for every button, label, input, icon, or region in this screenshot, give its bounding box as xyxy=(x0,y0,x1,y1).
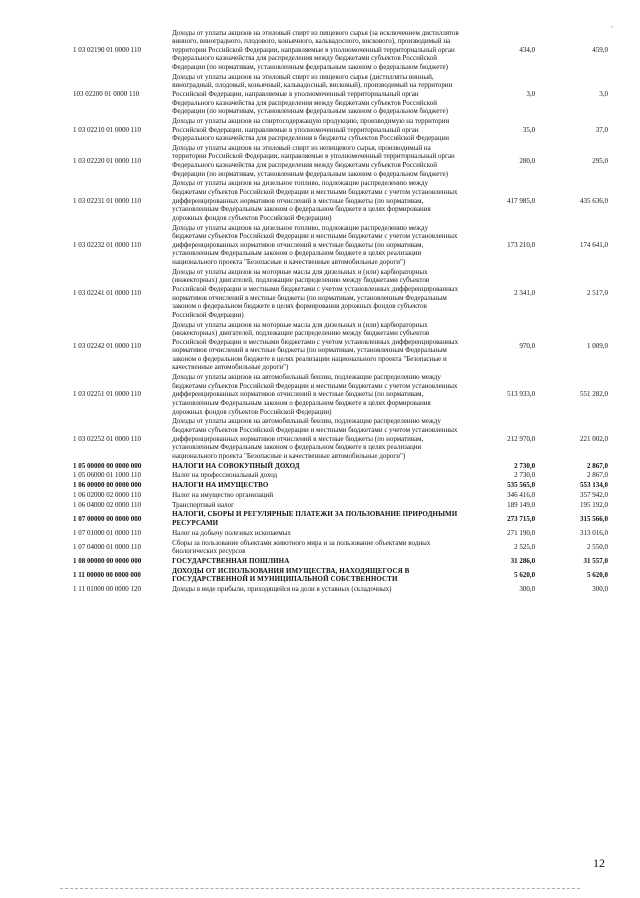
value-year1-cell: 970,0 xyxy=(519,341,536,350)
revenue-name-cell: ГОСУДАРСТВЕННАЯ ПОШЛИНА xyxy=(172,557,290,565)
table-row xyxy=(72,373,609,417)
table-row xyxy=(72,179,609,223)
revenue-name-cell: Доходы от уплаты акцизов на дизельное топливо, подлежащие распределению между бюджетами субъектов Российской Федерации и местными бюджетами с учетом установленных дифференцированных нормативов отчислений в местные бюджеты (по нормативам, установленным Федеральным законом о федеральном бюджете в целях реализации национального проекта "Безопасные и качественные автомобильные дороги") xyxy=(172,223,458,266)
table-row xyxy=(72,471,609,481)
value-year2-cell: 221 002,0 xyxy=(580,434,608,443)
value-year2-cell: 295,0 xyxy=(592,156,608,165)
value-year2-cell: 37,0 xyxy=(595,125,608,134)
value-year1-cell: 35,0 xyxy=(522,125,536,134)
budget-code-cell: 1 03 02251 01 0000 110 xyxy=(73,390,141,399)
value-year1-cell: 280,0 xyxy=(519,156,536,165)
value-year2-cell: 357 942,0 xyxy=(580,490,608,499)
budget-code-cell: 1 07 01000 01 0000 110 xyxy=(73,528,141,537)
value-year2-cell: 459,0 xyxy=(592,45,608,54)
revenue-name-cell: Доходы от уплаты акцизов на дизельное топливо, подлежащие распределению между бюджетами субъектов Российской Федерации и местными бюджетами с учетом установленных дифференцированных нормативов отчислений в местные бюджеты (по нормативам, установленным Федеральным законом о федеральном бюджете в целях формирования дорожных фондов субъектов Российской Федерации) xyxy=(172,179,458,222)
revenue-name-cell: Транспортный налог xyxy=(172,500,234,509)
table-row xyxy=(72,116,609,143)
value-year2-cell: 2 517,0 xyxy=(587,289,608,298)
budget-code-cell: 1 03 02252 01 0000 110 xyxy=(73,434,141,443)
budget-code-cell: 1 03 02232 01 0000 110 xyxy=(73,240,141,249)
value-year1-cell: 2 341,0 xyxy=(514,289,536,298)
budget-code-cell: 1 06 02000 02 0000 110 xyxy=(73,490,141,499)
value-year1-cell: 2 525,0 xyxy=(514,542,536,551)
table-row xyxy=(72,556,609,566)
budget-code-cell: 1 05 00000 00 0000 000 xyxy=(73,461,142,470)
table-row xyxy=(72,528,609,538)
value-year2-cell: 31 557,0 xyxy=(583,557,608,565)
table-row xyxy=(72,510,609,528)
value-year2-cell: 3,0 xyxy=(599,89,608,98)
budget-code-cell: 1 06 00000 00 0000 000 xyxy=(73,481,142,490)
value-year2-cell: 551 282,0 xyxy=(580,390,608,399)
value-year1-cell: 212 970,0 xyxy=(507,434,536,443)
value-year2-cell: 300,0 xyxy=(592,585,608,594)
budget-code-cell: 1 11 01000 00 0000 120 xyxy=(73,585,141,594)
budget-code-cell: 1 08 00000 00 0000 000 xyxy=(73,557,142,565)
revenue-name-cell: Доходы в виде прибыли, приходящейся на доли в уставных (складочных) xyxy=(172,585,392,594)
value-year1-cell: 273 715,0 xyxy=(507,514,536,523)
value-year2-cell: 313 016,0 xyxy=(580,528,608,537)
table-row xyxy=(72,461,609,471)
budget-code-cell: 1 03 02241 01 0000 110 xyxy=(73,289,141,298)
value-year1-cell: 3,0 xyxy=(526,89,536,98)
revenue-name-cell: НАЛОГИ НА ИМУЩЕСТВО xyxy=(172,481,269,490)
budget-code-cell: 1 03 02210 01 0000 110 xyxy=(73,125,141,134)
value-year1-cell: 5 620,0 xyxy=(514,571,536,580)
revenue-name-cell: Налог на имущество организаций xyxy=(172,490,274,499)
value-year2-cell: 553 134,0 xyxy=(580,481,608,490)
value-year2-cell: 2 867,0 xyxy=(587,471,608,480)
value-year1-cell: 31 286,0 xyxy=(510,557,536,565)
table-row xyxy=(72,500,609,510)
table-row xyxy=(72,490,609,500)
value-year1-cell: 189 149,0 xyxy=(507,500,536,509)
table-row xyxy=(72,28,609,72)
budget-code-cell: 1 03 02242 01 0000 110 xyxy=(73,341,141,350)
revenue-table xyxy=(72,28,609,594)
revenue-name-cell: ДОХОДЫ ОТ ИСПОЛЬЗОВАНИЯ ИМУЩЕСТВА, НАХОДЯЩЕГОСЯ В ГОСУДАРСТВЕННОЙ И МУНИЦИПАЛЬНОЙ СОБСТВЕННОСТИ xyxy=(172,566,410,584)
table-row xyxy=(72,143,609,179)
value-year2-cell: 2 867,0 xyxy=(587,461,608,470)
value-year2-cell: 2 550,0 xyxy=(587,542,608,551)
value-year2-cell: 315 566,0 xyxy=(580,514,608,523)
value-year1-cell: 434,0 xyxy=(519,45,536,54)
revenue-name-cell: Доходы от уплаты акцизов на этиловый спирт из пищевого сырья (дистилляты винный, виноградный, плодовый, коньячный, кальвадосный, висковый), производимый на территории Российской Федерации, направляемые в уполномоченный территориальный орган Федерального казначейства для распределения между бюджетами субъектов Российской Федерации (по нормативам, установленным федеральным законом о федеральном бюджете) xyxy=(172,72,453,116)
page-number: 12 xyxy=(593,856,605,870)
revenue-name-cell: Доходы от уплаты акцизов на спиртосодержащую продукцию, производимую на территории Российской Федерации, направляемые в уполномоченный территориальный орган Федерального казначейства для распределения в бюджеты субъектов Российской Федерации xyxy=(172,116,450,143)
value-year2-cell: 195 192,0 xyxy=(580,500,608,509)
budget-code-cell: 1 07 04000 01 0000 110 xyxy=(73,542,141,551)
scan-mark: • xyxy=(611,25,614,31)
value-year1-cell: 417 985,0 xyxy=(507,196,536,205)
revenue-name-cell: Доходы от уплаты акцизов на этиловый спирт из пищевого сырья (за исключением дистиллятов винного, виноградного, плодового, коньячного, кальвадосного, вискового), производимый на территории Российской Федерации, направляемые в уполномоченный территориальный орган Федерального казначейства для распределения между бюджетами субъектов Российской Федерации (по нормативам, установленным федеральным законом о федеральном бюджете) xyxy=(172,28,459,71)
value-year2-cell: 1 009,0 xyxy=(587,341,608,350)
table-row xyxy=(72,481,609,491)
revenue-name-cell: Доходы от уплаты акцизов на автомобильный бензин, подлежащие распределению между бюджетами субъектов Российской Федерации и местными бюджетами с учетом установленных дифференцированных нормативов отчислений в местные бюджеты (по нормативам, установленным Федеральным законом о федеральном бюджете в целях реализации национального проекта "Безопасные и качественные автомобильные дороги") xyxy=(172,417,458,460)
table-row xyxy=(72,320,609,373)
revenue-name-cell: Сборы за пользование объектами животного мира и за пользование объектами водных биологических ресурсов xyxy=(172,538,431,556)
value-year1-cell: 2 730,0 xyxy=(514,461,536,470)
revenue-name-cell: Доходы от уплаты акцизов на моторные масла для дизельных и (или) карбюраторных (инжекторных) двигателей, подлежащие распределению между бюджетами субъектов Российской Федерации и местными бюджетами с учетом установленных дифференцированных нормативов отчислений в местные бюджеты (по нормативам, установленным Федеральным законом о федеральном бюджете в целях формирования дорожных фондов субъектов Российской Федерации) xyxy=(172,267,459,319)
budget-code-cell: 1 11 00000 00 0000 000 xyxy=(73,571,141,580)
revenue-name-cell: Налог на профессиональный доход xyxy=(172,471,278,480)
revenue-table-body xyxy=(72,28,609,594)
revenue-name-cell: Доходы от уплаты акцизов на этиловый спирт из непищевого сырья, производимый на территории Российской Федерации, направляемые в уполномоченный территориальный орган Федерального казначейства для распределения между бюджетами субъектов Российской Федерации (по нормативам, установленным федеральным законом о федеральном бюджете) xyxy=(172,143,455,178)
value-year1-cell: 2 730,0 xyxy=(514,471,536,480)
budget-code-cell: 1 03 02220 01 0000 110 xyxy=(73,156,141,165)
revenue-name-cell: Доходы от уплаты акцизов на моторные масла для дизельных и (или) карбюраторных (инжекторных) двигателей, подлежащие распределению между бюджетами субъектов Российской Федерации и местными бюджетами с учетом установленных дифференцированных нормативов отчислений в местные бюджеты (по нормативам, установленным Федеральным законом о федеральном бюджете в целях реализации национального проекта "Безопасные и качественные автомобильные дороги") xyxy=(172,320,459,372)
budget-code-cell: 1 05 06000 01 1000 110 xyxy=(73,471,141,480)
value-year1-cell: 513 933,0 xyxy=(507,390,536,399)
table-row xyxy=(72,585,609,595)
table-row xyxy=(72,267,609,320)
table-row xyxy=(72,417,609,461)
budget-code-cell: 1 03 02231 01 0000 110 xyxy=(73,196,141,205)
budget-code-cell: 1 07 00000 00 0000 000 xyxy=(73,514,142,523)
page-bottom-divider xyxy=(60,888,580,889)
value-year1-cell: 173 210,0 xyxy=(507,240,536,249)
budget-code-cell: 1 03 02190 01 0000 110 xyxy=(73,45,141,54)
revenue-name-cell: НАЛОГИ НА СОВОКУПНЫЙ ДОХОД xyxy=(172,461,300,470)
budget-code-cell: 103 02200 01 0000 110 xyxy=(73,89,140,98)
value-year1-cell: 535 565,0 xyxy=(507,481,536,490)
revenue-name-cell: Доходы от уплаты акцизов на автомобильный бензин, подлежащие распределению между бюджетами субъектов Российской Федерации и местными бюджетами с учетом установленных дифференцированных нормативов отчислений в местные бюджеты (по нормативам, установленным Федеральным законом о федеральном бюджете в целях формирования дорожных фондов субъектов Российской Федерации) xyxy=(172,373,458,416)
value-year2-cell: 5 620,0 xyxy=(587,571,608,580)
table-row xyxy=(72,72,609,116)
revenue-name-cell: Налог на добычу полезных ископаемых xyxy=(172,528,291,537)
value-year1-cell: 300,0 xyxy=(519,585,536,594)
value-year1-cell: 346 416,0 xyxy=(507,490,536,499)
table-row xyxy=(72,538,609,556)
value-year1-cell: 271 190,0 xyxy=(507,528,536,537)
value-year2-cell: 435 636,0 xyxy=(580,196,608,205)
value-year2-cell: 174 641,0 xyxy=(580,240,608,249)
budget-code-cell: 1 06 04000 02 0000 110 xyxy=(73,500,141,509)
table-row xyxy=(72,566,609,584)
table-row xyxy=(72,223,609,267)
revenue-name-cell: НАЛОГИ, СБОРЫ И РЕГУЛЯРНЫЕ ПЛАТЕЖИ ЗА ПОЛЬЗОВАНИЕ ПРИРОДНЫМИ РЕСУРСАМИ xyxy=(172,510,458,528)
